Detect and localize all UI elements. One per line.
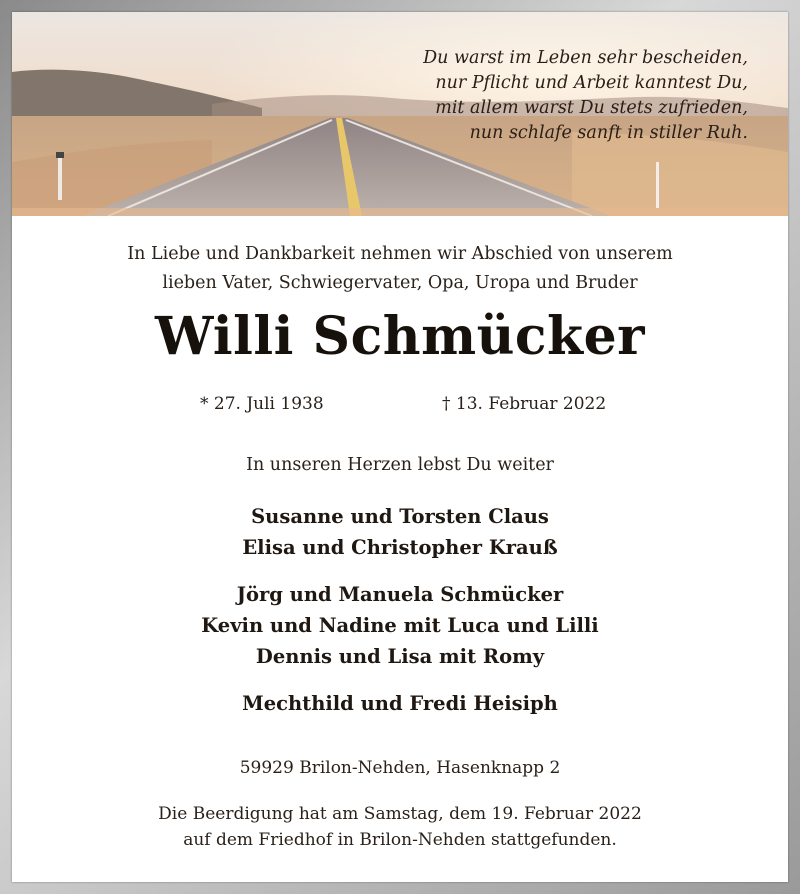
family-group-2	[12, 579, 788, 672]
intro-line-2: lieben Vater, Schwiegervater, Opa, Uropa und Bruder	[162, 273, 638, 293]
intro-text	[12, 240, 788, 298]
obituary-card	[12, 12, 788, 882]
family-line: Mechthild und Fredi Heisiph	[242, 692, 558, 715]
poem-line: nur Pflicht und Arbeit kanntest Du,	[435, 73, 748, 93]
family-line: Susanne und Torsten Claus	[251, 505, 549, 528]
family-line: Jörg und Manuela Schmücker	[236, 583, 564, 606]
family-line: Dennis und Lisa mit Romy	[255, 645, 545, 668]
birth-date: * 27. Juli 1938	[200, 394, 324, 414]
road-landscape-image	[12, 12, 788, 216]
intro-line-1: In Liebe und Dankbarkeit nehmen wir Abschied von unserem	[127, 244, 673, 264]
funeral-line-1: Die Beerdigung hat am Samstag, dem 19. Februar 2022	[158, 804, 642, 824]
funeral-notice	[12, 801, 788, 853]
family-line: Elisa und Christopher Krauß	[242, 536, 558, 559]
funeral-line-2: auf dem Friedhof in Brilon-Nehden stattgefunden.	[183, 830, 617, 850]
family-group-3	[12, 688, 788, 719]
address-text: 59929 Brilon-Nehden, Hasenknapp 2	[239, 758, 561, 778]
poem-line: Du warst im Leben sehr bescheiden,	[423, 48, 748, 68]
family-group-1	[12, 501, 788, 563]
deceased-name: Willi Schmücker	[154, 306, 646, 367]
motto-text: In unseren Herzen lebst Du weiter	[246, 455, 554, 475]
family-line: Kevin und Nadine mit Luca und Lilli	[201, 614, 599, 637]
poem-text	[423, 46, 748, 146]
poem-line: nun schlafe sanft in stiller Ruh.	[469, 123, 748, 143]
death-date: † 13. Februar 2022	[442, 394, 607, 414]
poem-line: mit allem warst Du stets zufrieden,	[435, 98, 748, 118]
